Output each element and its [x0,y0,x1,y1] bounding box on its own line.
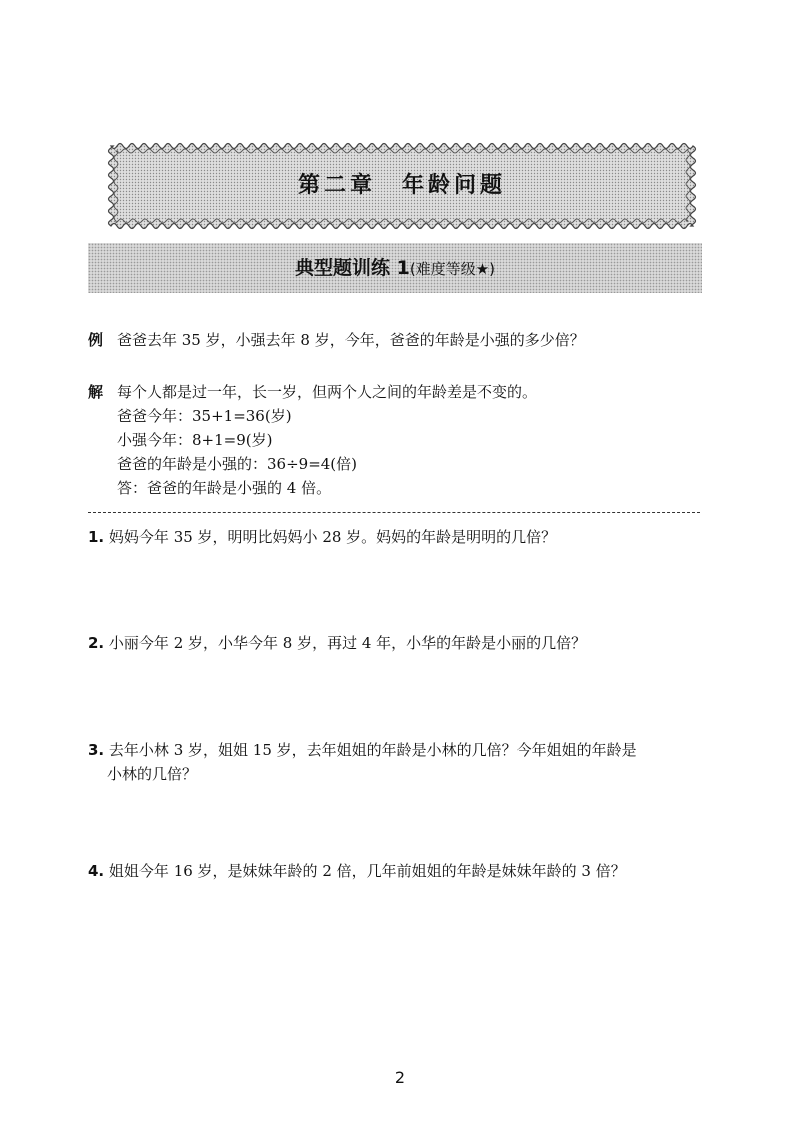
question-1 [88,527,556,547]
question-number: 3. [88,741,105,759]
solution-line: 每个人都是过一年，长一岁，但两个人之间的年龄差是不变的。 [117,383,538,401]
example-text: 爸爸去年 35 岁，小强去年 8 岁，今年，爸爸的年龄是小强的多少倍？ [117,331,585,349]
question-text: 小丽今年 2 岁，小华今年 8 岁，再过 4 年，小华的年龄是小丽的几倍？ [108,634,587,652]
question-3-continuation: 小林的几倍？ [107,765,198,783]
solution-line: 爸爸的年龄是小强的：36÷9=4(倍) [117,455,358,473]
section-title: 典型题训练 1 [295,257,410,279]
dashed-divider [88,512,700,513]
example-label: 例 [88,331,104,349]
solution-line: 小强今年：8+1=9(岁) [117,431,273,449]
question-number: 4. [88,862,105,880]
page-number: 2 [394,1068,406,1087]
question-text: 姐姐今年 16 岁，是妹妹年龄的 2 倍，几年前姐姐的年龄是妹妹年龄的 3 倍？ [108,862,626,880]
solution-answer: 答：爸爸的年龄是小强的 4 倍。 [117,479,332,497]
question-text: 妈妈今年 35 岁，明明比妈妈小 28 岁。妈妈的年龄是明明的几倍？ [108,528,557,546]
question-3 [88,740,637,760]
chapter-banner [107,142,697,230]
section-banner [88,243,702,293]
solution-line: 爸爸今年：35+1=36(岁) [117,407,292,425]
question-text: 去年小林 3 岁，姐姐 15 岁，去年姐姐的年龄是小林的几倍？今年姐姐的年龄是 [108,741,637,759]
difficulty-label: (难度等级★) [409,260,495,278]
question-4 [88,861,626,881]
question-number: 1. [88,528,105,546]
solution-label: 解 [88,383,104,401]
chapter-title: 第二章 年龄问题 [297,173,506,198]
question-2 [88,633,586,653]
question-number: 2. [88,634,105,652]
